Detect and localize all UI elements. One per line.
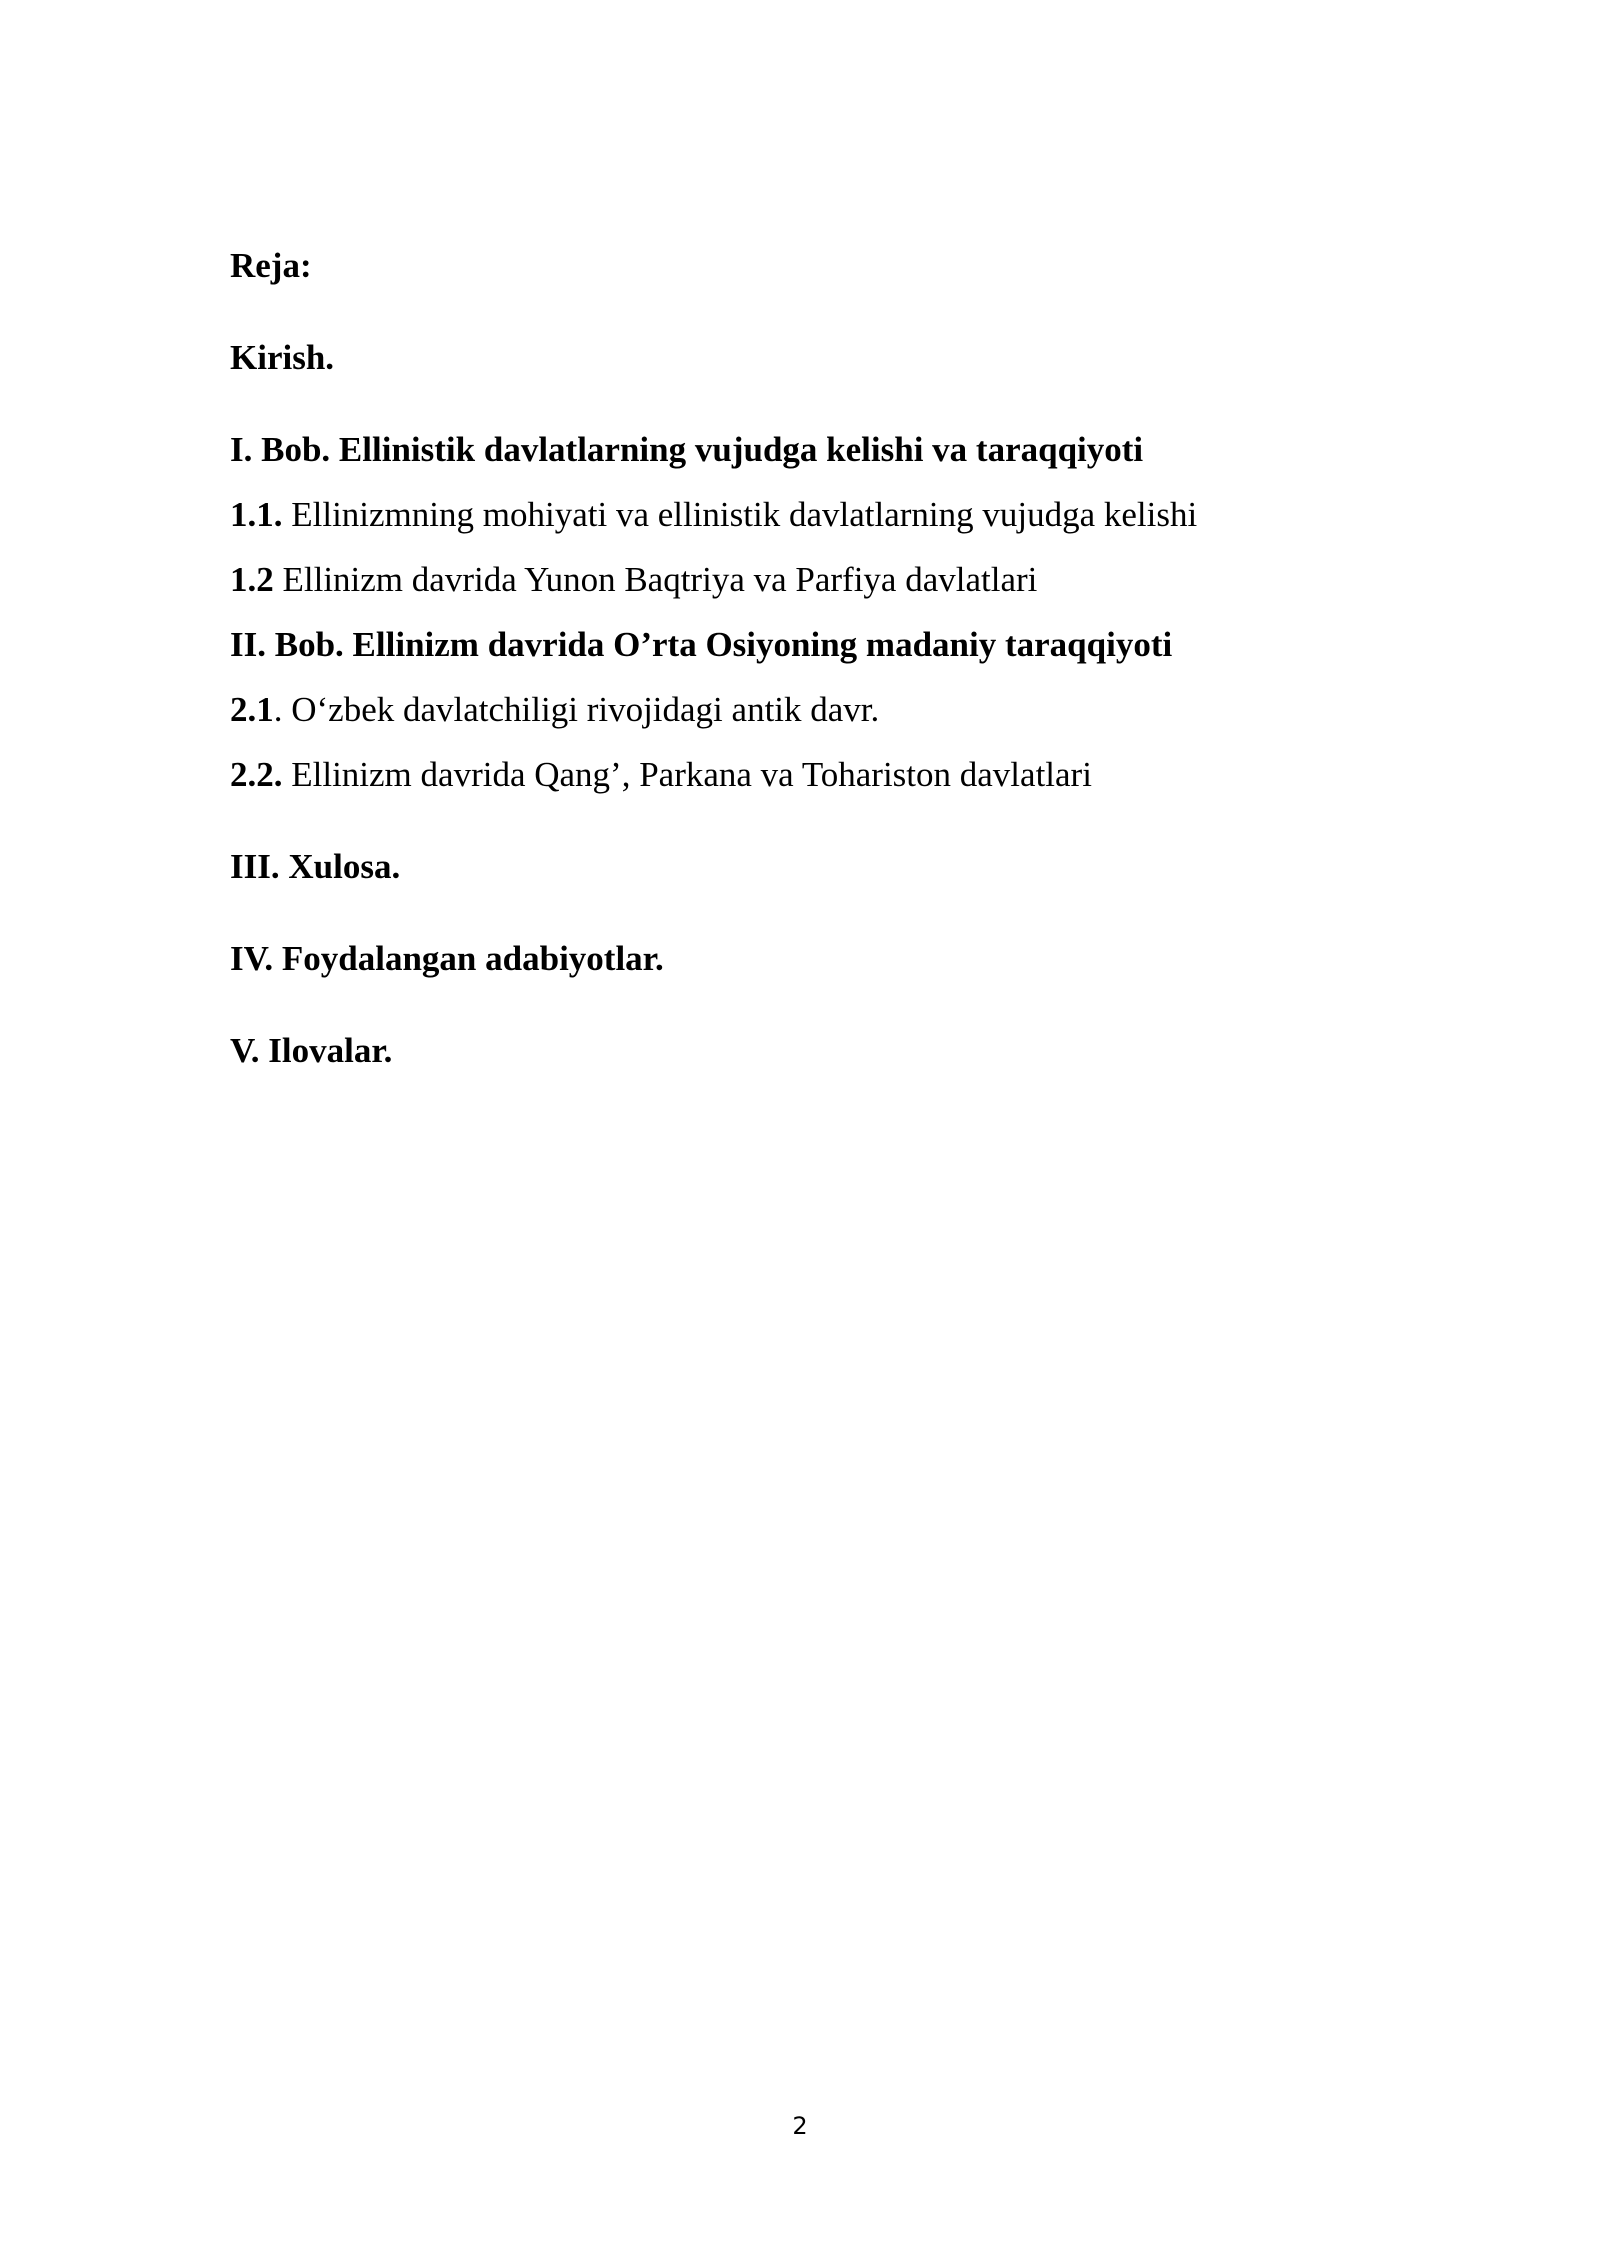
section-number: 2.2. <box>230 755 283 794</box>
toc-section-2-2 <box>230 755 1430 795</box>
section-title: . O‘zbek davlatchiligi rivojidagi antik davr. <box>273 690 880 729</box>
section-number: 1.1. <box>230 495 283 534</box>
toc-chapter-1: I. Bob. Ellinistik davlatlarning vujudga kelishi va taraqqiyoti <box>230 430 1144 469</box>
section-title: Ellinizmning mohiyati va ellinistik davlatlarning vujudga kelishi <box>282 495 1198 534</box>
table-of-contents <box>230 246 1430 1071</box>
toc-section-1-2 <box>230 560 1430 600</box>
section-title: Ellinizm davrida Qang’, Parkana va Tohariston davlatlari <box>282 755 1092 794</box>
toc-appendices: V. Ilovalar. <box>230 1031 393 1070</box>
toc-introduction: Kirish. <box>230 338 335 377</box>
toc-chapter-2: II. Bob. Ellinizm davrida O’rta Osiyoning madaniy taraqqiyoti <box>230 625 1173 664</box>
toc-conclusion: III. Xulosa. <box>230 847 401 886</box>
toc-section-1-1 <box>230 495 1430 535</box>
section-number: 1.2 <box>230 560 274 599</box>
section-number: 2.1 <box>230 690 274 729</box>
section-title: Ellinizm davrida Yunon Baqtriya va Parfiya davlatlari <box>273 560 1038 599</box>
toc-section-2-1 <box>230 690 1430 730</box>
toc-references: IV. Foydalangan adabiyotlar. <box>230 939 664 978</box>
page-number: 2 <box>792 2112 808 2140</box>
plan-heading: Reja: <box>230 246 312 285</box>
